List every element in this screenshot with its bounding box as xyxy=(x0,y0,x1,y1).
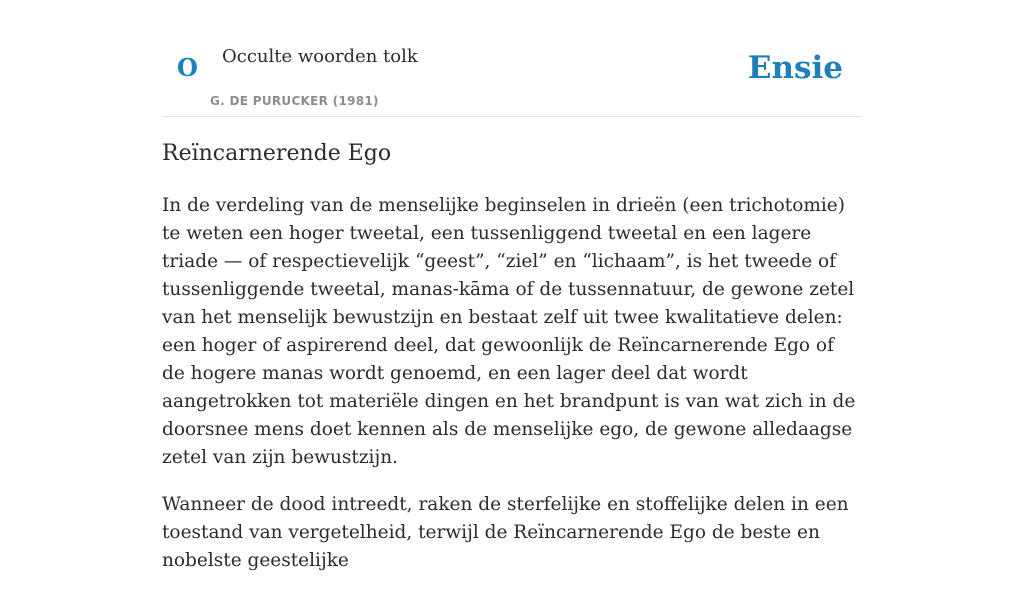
entry-paragraph: In de verdeling van de menselijke beginselen in drieën (een trichotomie) te weten een hoger tweetal, een tussenliggend tweetal en een lagere triade — of respectievelijk “geest”, “ziel” en “lichaam”, is het tweede of tussenliggende tweetal, manas-kāma of de tussennatuur, de gewone zetel van het menselijk bewustzijn en bestaat zelf uit twee kwalitatieve delen: een hoger of aspirerend deel, dat gewoonlijk de Reïncarnerende Ego of de hogere manas wordt genoemd, en een lager deel dat wordt aangetrokken tot materiële dingen en het brandpunt is van wat zich in de doorsnee mens doet kennen als de menselijke ego, de gewone alledaagse zetel van zijn bewustzijn. xyxy=(162,195,856,468)
entry-content xyxy=(162,192,862,594)
entry-paragraph: Wanneer de dood intreedt, raken de sterfelijke en stoffelijke delen in een toestand van vergetelheid, terwijl de Reïncarnerende Ego de beste en nobelste geestelijke xyxy=(162,494,849,571)
brand-logo-link[interactable]: Ensie xyxy=(747,50,843,86)
letter-index-link[interactable]: O xyxy=(177,53,198,82)
entry-title: Reïncarnerende Ego xyxy=(162,141,392,166)
page xyxy=(162,0,862,571)
site-header xyxy=(162,0,862,117)
book-title-link[interactable]: Occulte woorden tolk xyxy=(222,46,418,67)
book-author: G. DE PURUCKER (1981) xyxy=(210,94,379,108)
